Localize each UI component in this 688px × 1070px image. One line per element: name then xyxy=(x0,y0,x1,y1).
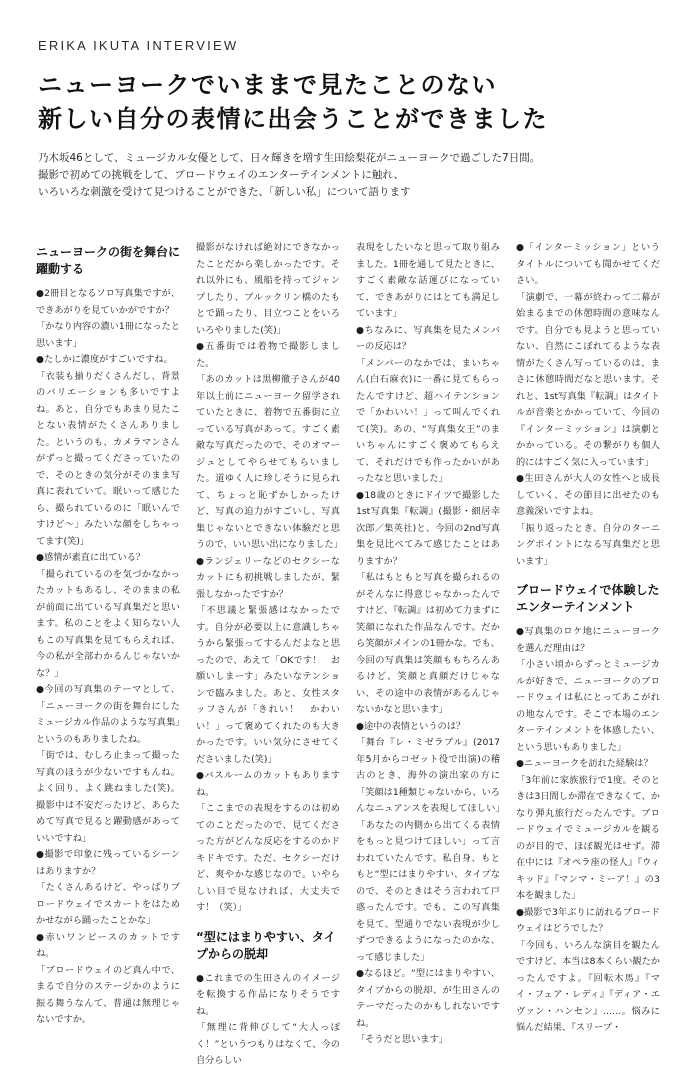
paragraph: ●ニューヨークを訪れた経験は？ xyxy=(516,758,653,769)
paragraph: ●感情が素直に出ている？ xyxy=(36,552,146,563)
paragraph: ●18歳のときにドイツで撮影した1st写真集『転調』(撮影・細居幸次郎／集英社)と、今回の2nd写真集を見比べてみて感じたことはありますか？ xyxy=(356,489,500,567)
paragraph: 「舞台『レ・ミゼラブル』(2017年5月からコゼット役で出演)の稽古のとき、海外の演出家の方に「笑顔は1種類じゃないから、いろんなニュアンスを表現してほしい」「あなたの内側から出てくる表情をもっと見つけてほしい」って言われていたんです。私自身、もともと“型にはまりやすい、タイプなので、そのときはそう言われて戸惑ったんです。でも、この写真集を見て、型通りでない表現が少しずつできるようになったのかな、って感じました」 xyxy=(356,737,500,963)
paragraph: 「不思議と緊張感はなかったです。自分が必要以上に意識しちゃうから緊張ってするんだよなと思ったので、あえて「OKです！ お願いしまーす」みたいなテンションで臨みました。あと、女性スタッフさんが「きれい！ かわいい！」って褒めてくれたのも大きかったです。いい気分にさせてくださいました(笑)」 xyxy=(196,605,340,765)
column-2 xyxy=(196,240,343,1066)
paragraph: 撮影がなければ絶対にできなかったことだから楽しかったです。それ以外にも、風船を持ってジャンプしたり、ブルックリン橋のたもとで踊ったり、目立つことをいろいろやりました(笑)」 xyxy=(196,242,340,336)
paragraph: 「演劇で、一幕が終わって二幕が始まるまでの休憩時間の意味なんです。自分でも見ようと思っていない、自然にこぼれてるような表情がたくさん写っているのは、まさに休憩時間だなと思います。それと、1st写真集『転調』はタイトルが音楽とかかっていて、今回の『インターミッション』は演劇とかかっている。その繋がりも個人的にはすごく気に入っています」 xyxy=(516,291,660,468)
paragraph: ●生田さんが大人の女性へと成長していく、その節目に出せたのも意義深いですよね。 xyxy=(516,473,660,517)
paragraph: 「メンバーのなかでは、まいちゃん(白石麻衣)に一番に見てもらったんですけど、超ハイテンションで「かわいい！」って叫んでくれて(笑)。あの、“写真集女王”のまいちゃんにすごく褒めてもらえて、それだけでも作ったかいがあったなと思いました」 xyxy=(356,357,500,484)
column-4 xyxy=(516,240,660,1033)
headline xyxy=(38,68,658,136)
headline-line-2: 新しい自分の表情に出会うことができました xyxy=(38,105,548,133)
paragraph: 「振り返ったとき、自分のターニングポイントになる写真集だと思います」 xyxy=(516,522,660,567)
lead-paragraph xyxy=(38,150,658,201)
column-1 xyxy=(36,240,181,1025)
paragraph: ●写真集のロケ地にニューヨークを選んだ理由は？ xyxy=(516,626,660,654)
paragraph: 「3年前に家族旅行で1度。そのときは3日間しか滞在できなくて、かなり弾丸旅行だったんです。ブロードウェイでミュージカルを観るのが目的で、ほぼ観光はせず。滞在中には『オペラ座の怪人』『ウィキッド』『マンマ・ミーア！』の3本を観ました」 xyxy=(516,774,660,901)
lead-line-2: 撮影で初めての挑戦をして、ブロードウェイのエンターテインメントに触れ、 xyxy=(38,169,405,181)
paragraph: ●赤いワンピースのカットですね。 xyxy=(36,931,180,959)
paragraph: 「たくさんあるけど、やっぱりブロードウェイでスカートをはためかせながら踊ったことかな」 xyxy=(36,882,180,926)
section-heading: “型にはまりやすい、タイプからの脱却 xyxy=(196,929,336,961)
paragraph: ●なるほど。“型にはまりやすい、タイプからの脱却、が生田さんのテーマだったのかもしれないですね。 xyxy=(356,968,500,1029)
paragraph: ●バスルームのカットもありますね。 xyxy=(196,770,340,798)
paragraph: 「衣装も揃りだくさんだし、背景のバリエーションも多いですよね。あと、自分でもあまり見たことない表情がたくさんありました。というのも、カメラマンさんがずっと撮ってくださっていたので、そのときの気分がそのまま写真に表れていて。眠いって感じたら、撮られているのに「眠いんですけど〜」みたいな顔をしちゃってます(笑)」 xyxy=(36,370,180,547)
paragraph: 「撮られているのを気づかなかったカットもあるし、そのままの私が前面に出ている写真集だと思います。私のことをよく知らない人もこの写真集を見てもらえれば、今の私が全部わかるんじゃないかな？」 xyxy=(36,568,180,679)
paragraph: ●2冊目となるソロ写真集ですが、できあがりを見ていかがですか？ xyxy=(36,288,180,316)
paragraph: ●ちなみに、写真集を見たメンバーの反応は？ xyxy=(356,324,500,352)
lead-line-1: 乃木坂46として、ミュージカル女優として、日々輝きを増す生田絵梨花がニューヨークで過ごした7日間。 xyxy=(38,152,541,164)
paragraph: 「ここまでの表現をするのは初めてのことだったので、見てくださった方がどんな反応をするのかドキドキです。ただ、セクシーだけど、爽やかな感じなので。いやらしい目で見なければ、大丈夫です！（笑）」 xyxy=(196,803,340,913)
paragraph: 「かなり内容の濃い1冊になったと思います」 xyxy=(36,321,180,349)
lead-line-3: いろいろな刺激を受けて見つけることができた、「新しい私」について語ります xyxy=(38,186,411,198)
paragraph: ●これまでの生田さんのイメージを転換する作品になりそうですね。 xyxy=(196,972,340,1017)
section-heading: ブロードウェイで体験したエンターテインメント xyxy=(516,583,660,614)
paragraph: ●今回の写真集のテーマとして、「ニューヨークの街を舞台にしたミュージカル作品のような写真集」というのもありましたね。 xyxy=(36,684,180,745)
paragraph: 「小さい頃からずっとミュージカルが好きで、ニューヨークのブロードウェイは私にとってあこがれの地なんです。そこで本場のエンターテインメントを体感したい、という思いもありました」 xyxy=(516,659,660,753)
interview-kicker: ERIKA IKUTA INTERVIEW xyxy=(38,38,239,53)
paragraph: 「ブロードウェイのど真ん中で、まるで自分のステージかのように振る舞うなんて、普通は無理じゃないですか。 xyxy=(36,964,180,1025)
paragraph: 「街では、むしろ止まって撮った写真のほうが少ないですもんね。よく回り、よく跳ねました(笑)。撮影中は不安だったけど、あらためて写真で見ると躍動感があっていいですね」 xyxy=(36,750,180,844)
paragraph: ●撮影で印象に残っているシーンはありますか？ xyxy=(36,849,180,877)
paragraph: 表現をしたいなと思って取り組みました。1冊を通して見たときに、すごく素敵な話運びになっていて、できあがりにはとても満足しています」 xyxy=(356,242,500,319)
paragraph: 「無理に背伸びして“大人っぽく！”というつもりはなくて、今の自分らしい xyxy=(196,1022,340,1066)
paragraph: ●「インターミッション」というタイトルについても聞かせてください。 xyxy=(516,242,660,286)
paragraph: 「あのカットは黒柳徹子さんが40年以上前にニューヨーク留学されていたときに、着物で五番街に立っている写真があって。すごく素敵な写真だったので、そのオマージュとしてやらせてもらいました。道ゆく人に珍しそうに見られて、ちょっと恥ずかしかったけど、写真の迫力がすごいし、写真集じゃないとできない体験だと思うので、いい思い出になりました」 xyxy=(196,374,343,550)
paragraph: ●五番街では着物で撮影しました。 xyxy=(196,341,340,369)
paragraph: 「私はもともと写真を撮られるのがそんなに得意じゃなかったんですけど、『転調』は初めて力まずに笑顔になれた作品なんです。だから笑顔がメインの1冊かな。でも、今回の写真集は笑顔ももちろんあるけど、笑顔と真顔だけじゃない、その途中の表情があるんじゃないかなと思います」 xyxy=(356,572,500,715)
paragraph: 「今回も、いろんな演目を観たんですけど、本当は8本くらい観たかったんですよ。『回転木馬』『マイ・フェア・レディ』『ディア・エヴァン・ハンセン』……。悩みに悩んだ結果、『スリープ・ xyxy=(516,939,660,1033)
paragraph: ●途中の表情というのは？ xyxy=(356,720,466,732)
paragraph: 「そうだと思います」 xyxy=(356,1034,448,1045)
paragraph: ●撮影で3年ぶりに訪れるブロードウェイはどうでした？ xyxy=(516,906,660,934)
headline-line-1: ニューヨークでいままで見たことのない xyxy=(38,71,497,99)
article-columns xyxy=(36,240,660,1066)
paragraph: ●ランジェリーなどのセクシーなカットにも初挑戦しましたが、緊張しなかったですか？ xyxy=(196,555,340,600)
paragraph: ●たしかに濃度がすごいですね。 xyxy=(36,354,173,365)
section-heading: ニューヨークの街を舞台に躍動する xyxy=(36,245,181,276)
column-3 xyxy=(356,240,500,1045)
